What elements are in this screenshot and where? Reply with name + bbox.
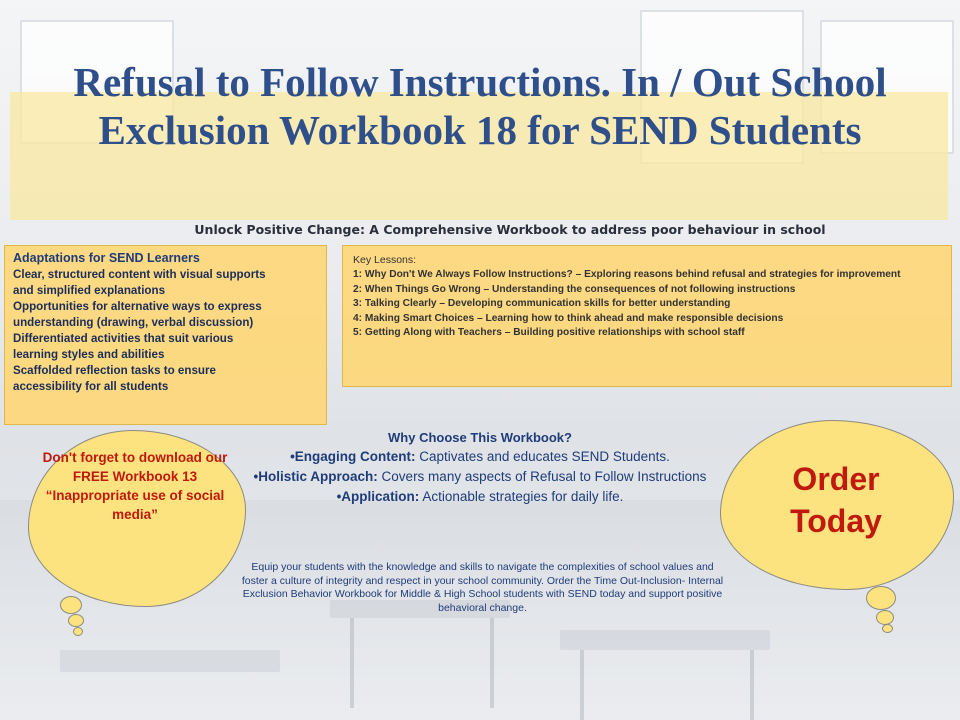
desk-decoration (560, 630, 770, 650)
adaptation-line: Clear, structured content with visual supports (13, 268, 266, 281)
desk-leg-decoration (490, 618, 494, 708)
why-choose-item (230, 487, 730, 507)
page-title: Refusal to Follow Instructions. In / Out School Exclusion Workbook 18 for SEND Students (73, 59, 887, 153)
lesson-item: 4: Making Smart Choices – Learning how to think ahead and make responsible decisions (353, 312, 784, 324)
bubble-tail-puff (68, 614, 84, 627)
lesson-item: 3: Talking Clearly – Developing communication skills for better understanding (353, 298, 731, 309)
lesson-item: 2: When Things Go Wrong – Understanding the consequences of not following instructions (353, 283, 796, 295)
bubble-tail-puff (882, 624, 893, 633)
lesson-item: 5: Getting Along with Teachers – Building positive relationships with school staff (353, 327, 745, 338)
adaptation-line: accessibility for all students (13, 380, 169, 393)
equip-paragraph: Equip your students with the knowledge and skills to navigate the complexities of school values and foster a culture of integrity and respect in your school community. Order the Time Out-Inclusion- Internal Exclusion Behavior Workbook for Middle & High School students with SEND today and support positive behavioral change. (241, 561, 724, 614)
bubble-tail-puff (876, 610, 894, 625)
adaptation-line: Scaffolded reflection tasks to ensure (13, 364, 216, 377)
adaptation-line: learning styles and abilities (13, 348, 165, 361)
why-item-text: Covers many aspects of Refusal to Follow Instructions (377, 469, 707, 484)
desk-leg-decoration (580, 650, 584, 720)
adaptation-line: understanding (drawing, verbal discussion) (13, 316, 254, 329)
adaptation-line: Opportunities for alternative ways to express (13, 300, 262, 313)
key-lessons-heading: Key Lessons: (353, 254, 417, 266)
adaptations-box (4, 245, 327, 425)
why-item-label: •Application: (336, 489, 420, 504)
why-choose-item (230, 447, 730, 467)
key-lessons-box (342, 245, 952, 387)
order-line[interactable]: Today (790, 503, 882, 539)
order-today-text[interactable] (730, 458, 942, 542)
why-item-label: •Engaging Content: (290, 449, 416, 464)
why-choose-item (230, 467, 730, 487)
bubble-tail-puff (866, 586, 896, 610)
free-workbook-text[interactable]: Don't forget to download our FREE Workbook 13 “Inappropriate use of social media” (42, 450, 228, 522)
why-choose-heading: Why Choose This Workbook? (388, 430, 572, 445)
why-item-text: Actionable strategies for daily life. (419, 489, 624, 504)
subtitle: Unlock Positive Change: A Comprehensive Workbook to address poor behaviour in school (194, 222, 826, 237)
desk-leg-decoration (750, 650, 754, 720)
desk-leg-decoration (350, 618, 354, 708)
order-line[interactable]: Order (792, 461, 880, 497)
why-choose-section (230, 430, 730, 507)
bubble-tail-puff (60, 596, 82, 614)
lesson-item: 1: Why Don't We Always Follow Instructions? – Exploring reasons behind refusal and strategies for improvement (353, 269, 901, 280)
adaptation-line: Differentiated activities that suit various (13, 332, 234, 345)
adaptations-heading: Adaptations for SEND Learners (13, 251, 200, 265)
why-item-text: Captivates and educates SEND Students. (415, 449, 670, 464)
adaptation-line: and simplified explanations (13, 284, 166, 297)
bubble-tail-puff (73, 627, 83, 636)
why-item-label: •Holistic Approach: (253, 469, 378, 484)
desk-decoration (60, 650, 280, 672)
